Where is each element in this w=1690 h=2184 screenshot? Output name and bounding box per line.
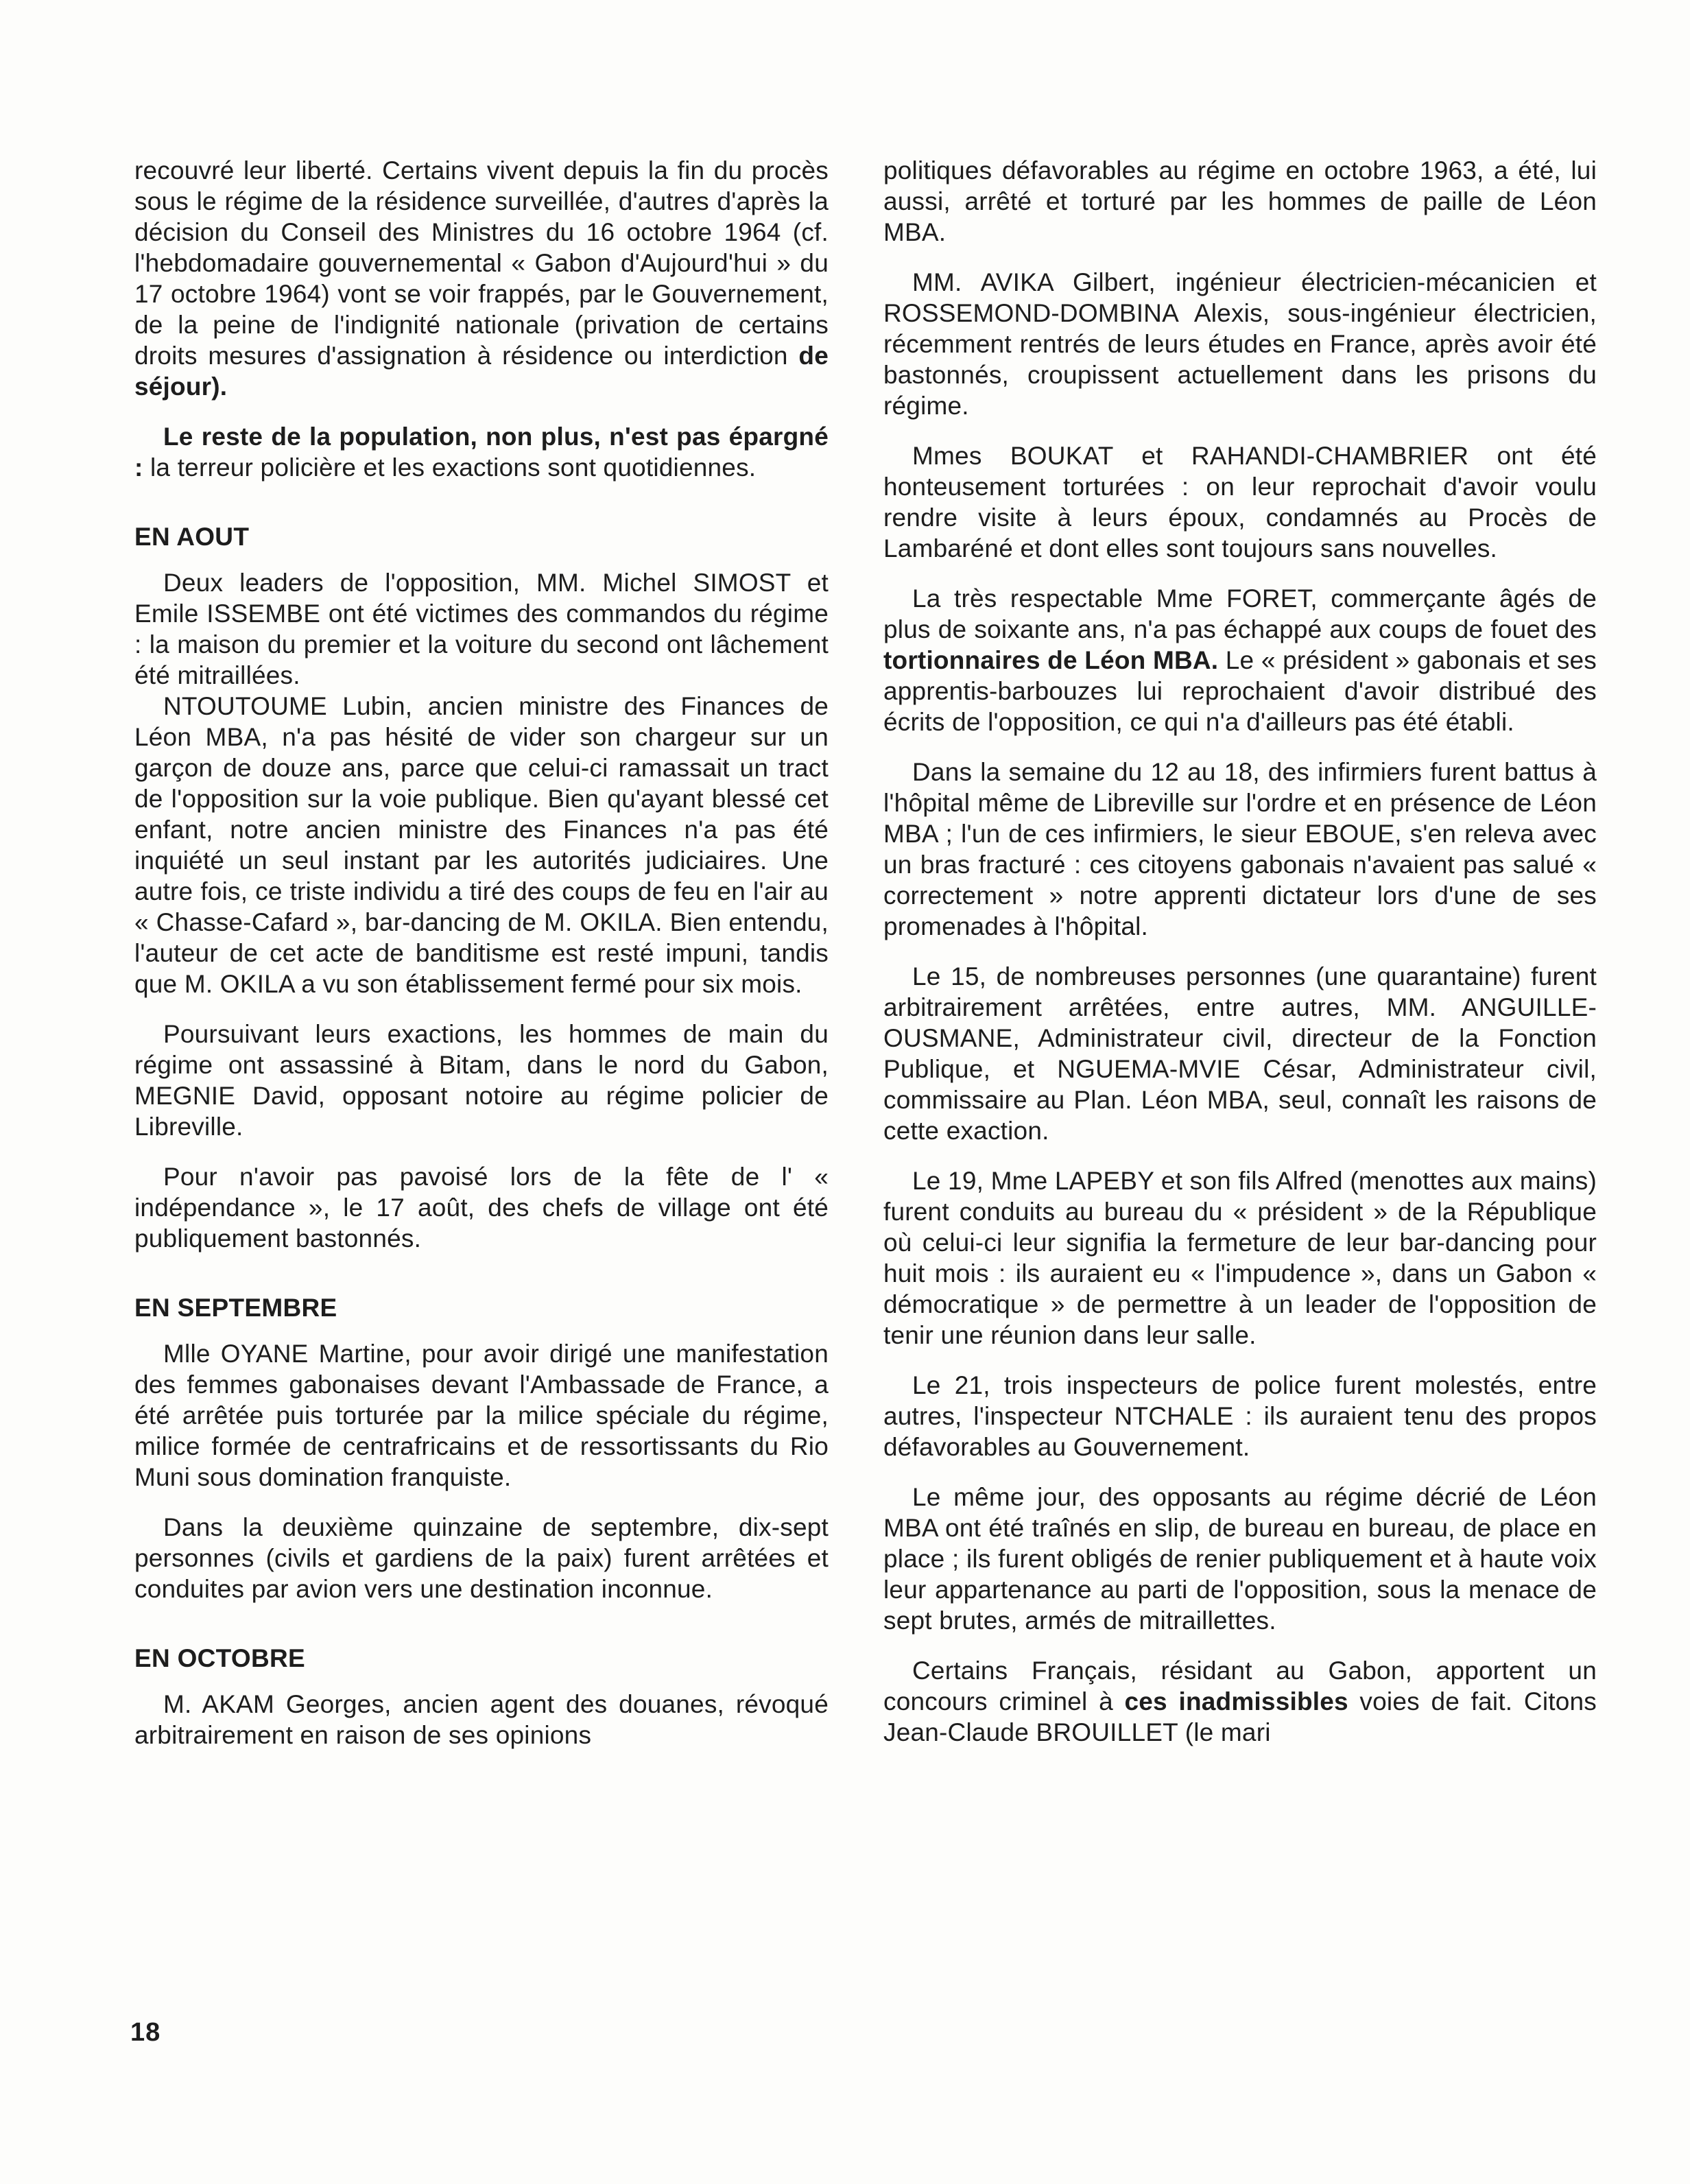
paragraph: Le 19, Mme LAPEBY et son fils Alfred (menottes aux mains) furent conduits au bureau du « président » de la République où celui-ci leur signifia la fermeture de leur bar-dancing pour huit mois : ils auraient eu « l'impudence », dans un Gabon « démocratique » de permettre à un leader de l'opposition de tenir une réunion dans leur salle. [883,1167,1597,1349]
paragraph-text: voies de fait. Citons Jean-Claude BROUILLET (le mari [883,1687,1597,1746]
paragraph: Deux leaders de l'opposition, MM. Michel SIMOST et Emile ISSEMBE ont été victimes des commandos du régime : la maison du premier et la voiture du second ont lâchement été mitraillées. [134,569,829,689]
paragraph [134,155,829,402]
paragraph: Le même jour, des opposants au régime décrié de Léon MBA ont été traînés en slip, de bureau en bureau, de place en place ; ils furent obligés de renier publiquement et à haute voix leur appartenance au parti de l'opposition, sous la menace de sept brutes, armés de mitraillettes. [883,1483,1597,1635]
paragraph: Le 15, de nombreuses personnes (une quarantaine) furent arbitrairement arrêtées, entre autres, MM. ANGUILLE-OUSMANE, Administrateur civil, directeur de la Fonction Publique, et NGUEMA-MVIE César, Administrateur civil, commissaire au Plan. Léon MBA, seul, connaît les raisons de cette exaction. [883,962,1597,1145]
paragraph-text: la terreur policière et les exactions sont quotidiennes. [143,453,757,482]
paragraph: MM. AVIKA Gilbert, ingénieur électricien-mécanicien et ROSSEMOND-DOMBINA Alexis, sous-ingénieur électricien, récemment rentrés de leurs études en France, après avoir été bastonnés, croupissent actuellement dans les prisons du régime. [883,268,1597,420]
paragraph: Pour n'avoir pas pavoisé lors de la fête de l' « indépendance », le 17 août, des chefs de village ont été publiquement bastonnés. [134,1163,829,1253]
paragraph: Dans la deuxième quinzaine de septembre, dix-sept personnes (civils et gardiens de la paix) furent arrêtées et conduites par avion vers une destination inconnue. [134,1513,829,1603]
section-heading-septembre: EN SEPTEMBRE [134,1294,337,1322]
paragraph: Dans la semaine du 12 au 18, des infirmiers furent battus à l'hôpital même de Libreville sur l'ordre et en présence de Léon MBA ; l'un de ces infirmiers, le sieur EBOUE, s'en releva avec un bras fracturé : ces citoyens gabonais n'avaient pas salué « correctement » notre apprenti dictateur lors d'une de ses promenades à l'hôpital. [883,758,1597,940]
paragraph-text: recouvré leur liberté. Certains vivent depuis la fin du procès sous le régime de la résidence surveillée, d'autres d'après la décision du Conseil des Ministres du 16 octobre 1964 (cf. l'hebdomadaire gouvernemental « Gabon d'Aujourd'hui » du 17 octobre 1964) vont se voir frappés, par le Gouvernement, de la peine de l'indignité nationale (privation de certains droits mesures d'assignation à résidence ou interdiction [134,156,829,370]
page-number: 18 [130,2018,161,2047]
paragraph [134,421,829,483]
left-column [134,155,829,1770]
paragraph-bold-text: ces inadmissibles [1124,1687,1348,1716]
paragraph-bold-text: de séjour). [134,342,829,401]
section-heading-octobre: EN OCTOBRE [134,1644,306,1672]
paragraph-bold-text: tortionnaires de Léon MBA. [883,646,1219,674]
paragraph-bold-text: Le reste de la population, non plus, n'est pas épargné : [134,423,829,482]
paragraph: politiques défavorables au régime en octobre 1963, a été, lui aussi, arrêté et torturé par les hommes de paille de Léon MBA. [883,156,1597,246]
paragraph: Mmes BOUKAT et RAHANDI-CHAMBRIER ont été honteusement torturées : on leur reprochait d'avoir voulu rendre visite à leurs époux, condamnés au Procès de Lambaréné et dont elles sont toujours sans nouvelles. [883,442,1597,562]
paragraph: Mlle OYANE Martine, pour avoir dirigé une manifestation des femmes gabonaises devant l'Ambassade de France, a été arrêtée puis torturée par la milice spéciale du régime, milice formée de centrafricains et de ressortissants du Rio Muni sous domination franquiste. [134,1340,829,1491]
right-column [883,155,1597,1767]
paragraph: Le 21, trois inspecteurs de police furent molestés, entre autres, l'inspecteur NTCHALE : ils auraient tenu des propos défavorables au Gouvernement. [883,1371,1597,1461]
paragraph: M. AKAM Georges, ancien agent des douanes, révoqué arbitrairement en raison de ses opinions [134,1690,829,1749]
paragraph [883,1655,1597,1748]
paragraph: Poursuivant leurs exactions, les hommes de main du régime ont assassiné à Bitam, dans le nord du Gabon, MEGNIE David, opposant notoire au régime policier de Libreville. [134,1020,829,1141]
paragraph-text: La très respectable Mme FORET, commerçante âgés de plus de soixante ans, n'a pas échappé aux coups de fouet des [883,584,1597,643]
paragraph: NTOUTOUME Lubin, ancien ministre des Finances de Léon MBA, n'a pas hésité de vider son chargeur sur un garçon de douze ans, parce que celui-ci ramassait un tract de l'opposition sur la voie publique. Bien qu'ayant blessé cet enfant, notre ancien ministre des Finances n'a pas été inquiété un seul instant par les autorités judiciaires. Une autre fois, ce triste individu a tiré des coups de feu en l'air au « Chasse-Cafard », bar-dancing de M. OKILA. Bien entendu, l'auteur de cet acte de banditisme est resté impuni, tandis que M. OKILA a vu son établissement fermé pour six mois. [134,692,829,998]
paragraph-text: Certains Français, résidant au Gabon, apportent un concours criminel à [883,1657,1597,1716]
paragraph [883,583,1597,737]
section-heading-aout: EN AOUT [134,523,250,551]
paragraph-text: Le « président » gabonais et ses apprentis-barbouzes lui reprochaient d'avoir distribué des écrits de l'opposition, ce qui n'a d'ailleurs pas été établi. [883,646,1597,736]
